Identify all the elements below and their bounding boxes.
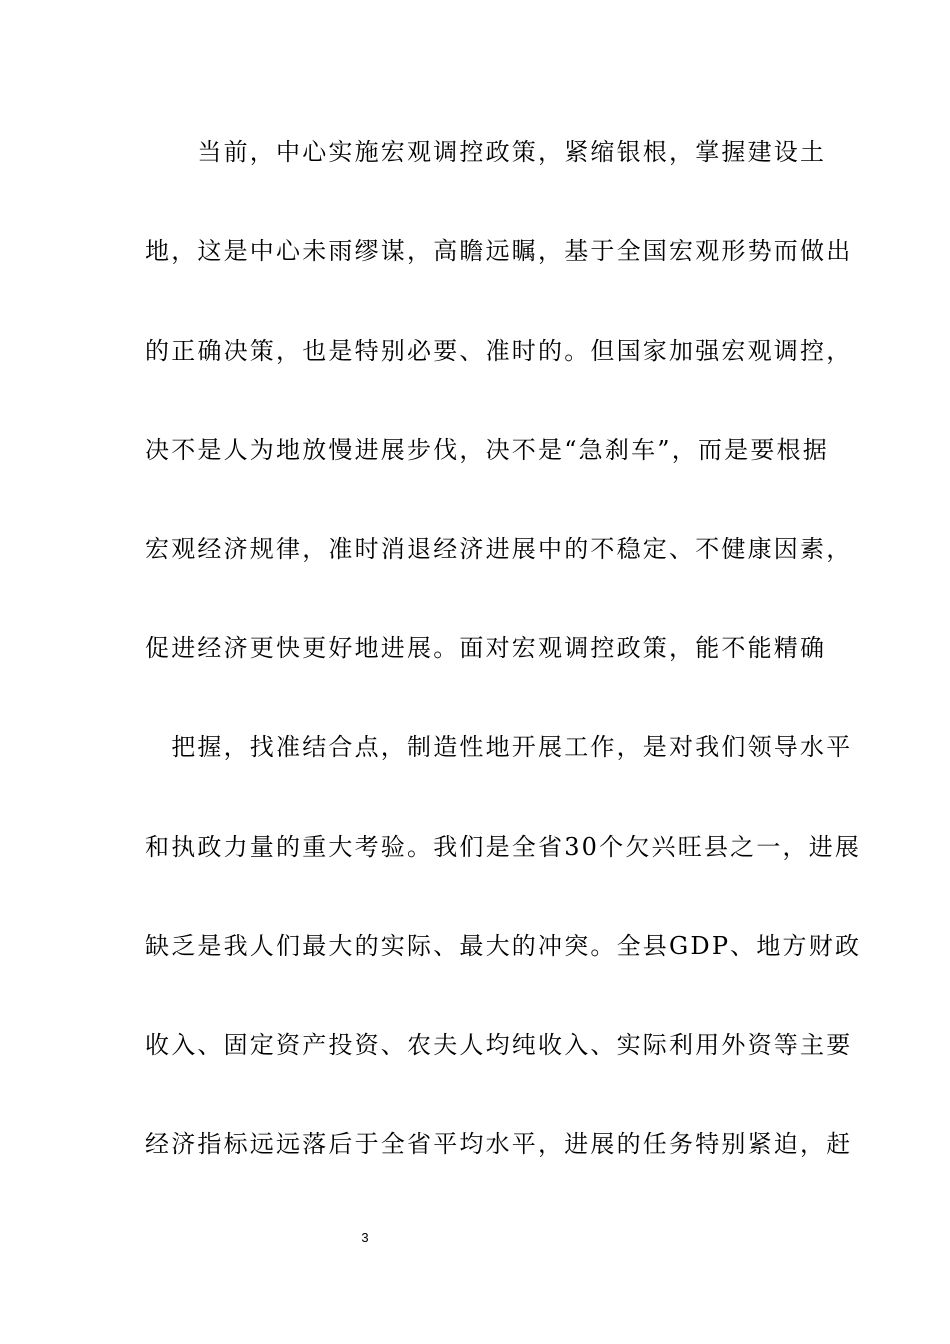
text-line: 经济指标远远落后于全省平均水平，进展的任务特别紧迫，赶 — [145, 1130, 853, 1158]
text-line: 决不是人为地放慢进展步伐，决不是“急刹车”，而是要根据 — [145, 436, 829, 464]
text-line: 当前，中心实施宏观调控政策，紧缩银根，掌握建设土 — [145, 138, 827, 166]
text-line: 宏观经济规律，准时消退经济进展中的不稳定、不健康因素， — [145, 535, 853, 563]
text-line: 把握，找准结合点，制造性地开展工作，是对我们领导水平 — [145, 733, 853, 761]
text-line: 和执政力量的重大考验。我们是全省30个欠兴旺县之一，进展 — [145, 833, 862, 861]
text-line: 促进经济更快更好地进展。面对宏观调控政策，能不能精确 — [145, 634, 827, 662]
text-line: 地，这是中心未雨缪谋，高瞻远瞩，基于全国宏观形势而做出 — [145, 237, 853, 265]
text-line: 缺乏是我人们最大的实际、最大的冲突。全县GDP、地方财政 — [145, 932, 862, 960]
page-number: 3 — [361, 1230, 369, 1245]
text-line: 收入、固定资产投资、农夫人均纯收入、实际利用外资等主要 — [145, 1031, 853, 1059]
text-line: 的正确决策，也是特别必要、准时的。但国家加强宏观调控， — [145, 337, 853, 365]
